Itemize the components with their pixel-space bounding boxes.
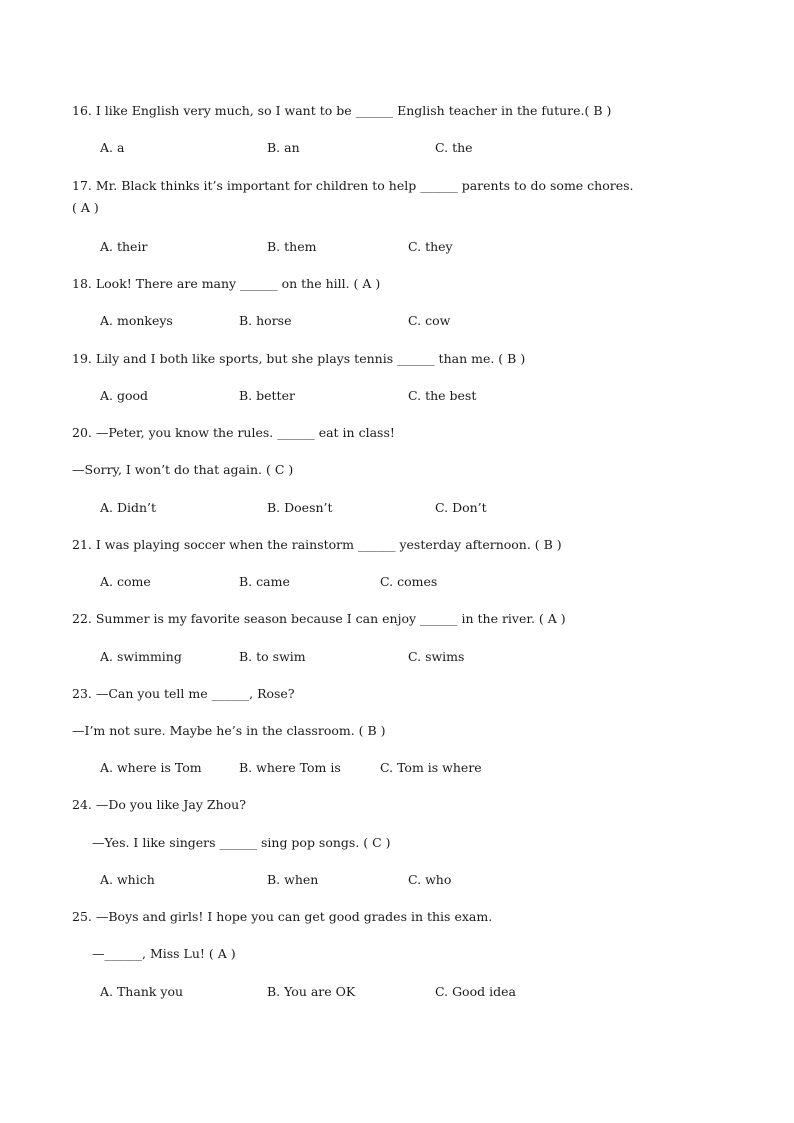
- question-22-stem: 22. Summer is my favorite season because I can enjoy ______ in the river. ( A ): [72, 611, 566, 626]
- question-17-answer-line: ( A ): [72, 200, 99, 215]
- question-22-option-c: C. swims: [408, 649, 465, 664]
- question-21-stem: 21. I was playing soccer when the rainstorm ______ yesterday afternoon. ( B ): [72, 537, 562, 552]
- question-24-option-b: B. when: [267, 872, 319, 887]
- question-21-option-a: A. come: [100, 574, 151, 589]
- question-24-stem: 24. —Do you like Jay Zhou?: [72, 797, 246, 812]
- question-23-reply-line: —I’m not sure. Maybe he’s in the classroom. ( B ): [72, 723, 386, 738]
- question-23-stem: 23. —Can you tell me ______, Rose?: [72, 686, 295, 701]
- question-25-option-a: A. Thank you: [100, 984, 184, 999]
- question-23-option-b: B. where Tom is: [239, 760, 341, 775]
- question-18-option-b: B. horse: [239, 313, 292, 328]
- question-19-option-c: C. the best: [408, 388, 477, 403]
- question-23-option-c: C. Tom is where: [380, 760, 482, 775]
- question-20-reply-line: —Sorry, I won’t do that again. ( C ): [72, 462, 294, 477]
- question-24-option-a: A. which: [100, 872, 155, 887]
- question-17-stem: 17. Mr. Black thinks it’s important for children to help ______ parents to do some chores.: [72, 178, 634, 193]
- question-20-option-c: C. Don’t: [435, 500, 487, 515]
- question-24-option-c: C. who: [408, 872, 452, 887]
- question-20-option-b: B. Doesn’t: [267, 500, 333, 515]
- question-17-option-a: A. their: [100, 239, 148, 254]
- question-25-reply-line: —______, Miss Lu! ( A ): [92, 946, 236, 961]
- question-17-option-b: B. them: [267, 239, 317, 254]
- question-16-stem: 16. I like English very much, so I want to be ______ English teacher in the future.( B ): [72, 103, 612, 118]
- question-24-reply-line: —Yes. I like singers ______ sing pop songs. ( C ): [92, 835, 391, 850]
- question-17-option-c: C. they: [408, 239, 453, 254]
- question-18-option-a: A. monkeys: [100, 313, 173, 328]
- question-22-option-a: A. swimming: [100, 649, 182, 664]
- question-19-option-b: B. better: [239, 388, 295, 403]
- question-16-option-b: B. an: [267, 140, 300, 155]
- question-20-option-a: A. Didn’t: [100, 500, 157, 515]
- question-21-option-b: B. came: [239, 574, 290, 589]
- question-25-option-c: C. Good idea: [435, 984, 516, 999]
- question-22-option-b: B. to swim: [239, 649, 306, 664]
- question-23-option-a: A. where is Tom: [100, 760, 202, 775]
- question-25-stem: 25. —Boys and girls! I hope you can get good grades in this exam.: [72, 909, 493, 924]
- question-18-stem: 18. Look! There are many ______ on the hill. ( A ): [72, 276, 381, 291]
- question-25-option-b: B. You are OK: [267, 984, 356, 999]
- question-16-option-a: A. a: [100, 140, 125, 155]
- question-19-stem: 19. Lily and I both like sports, but she plays tennis ______ than me. ( B ): [72, 351, 526, 366]
- question-21-option-c: C. comes: [380, 574, 438, 589]
- question-19-option-a: A. good: [100, 388, 149, 403]
- question-18-option-c: C. cow: [408, 313, 451, 328]
- question-16-option-c: C. the: [435, 140, 473, 155]
- question-20-stem: 20. —Peter, you know the rules. ______ eat in class!: [72, 425, 395, 440]
